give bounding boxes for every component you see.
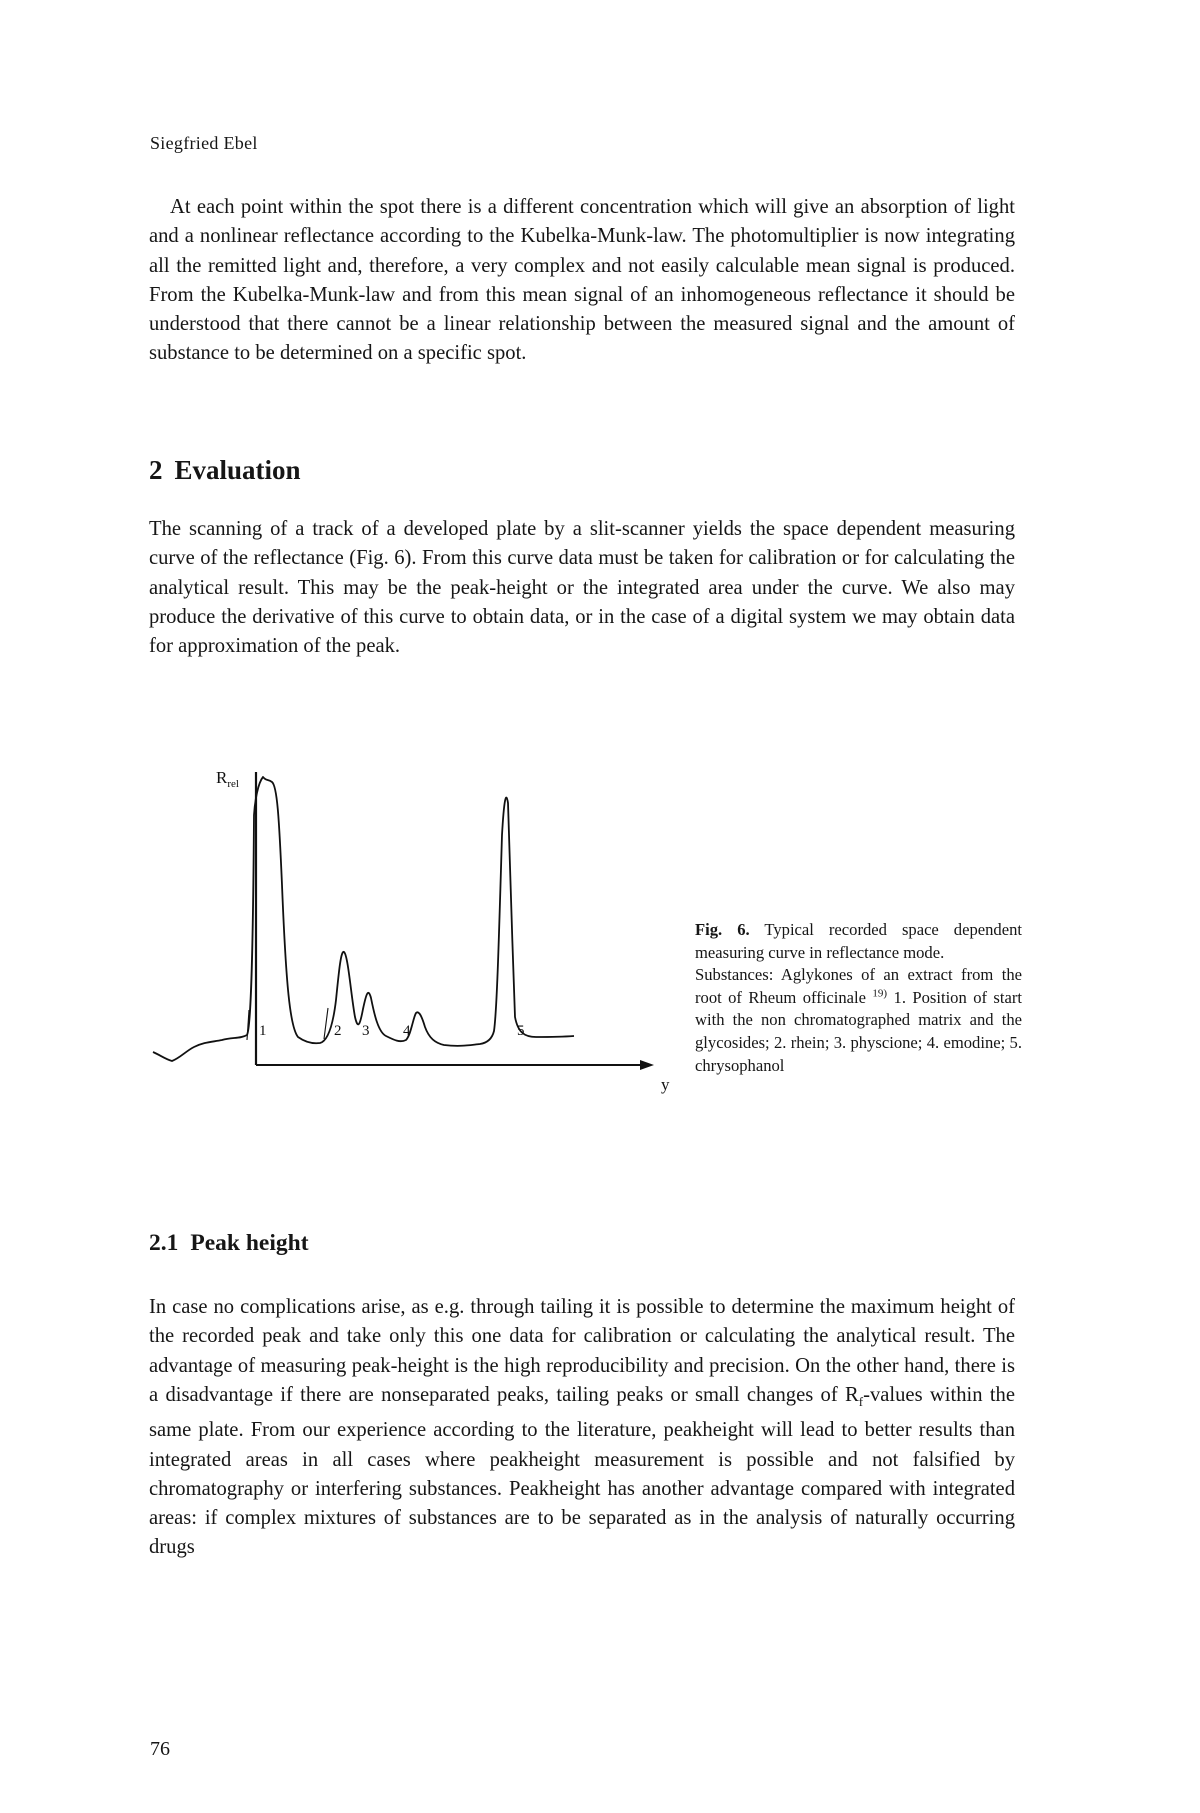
evaluation-paragraph: The scanning of a track of a developed plate by a slit-scanner yields the space dependent measuring curve of the reflectance (Fig. 6). From this curve data must be taken for calibration or for calculating the analytical result. This may be the peak-height or the integrated area under the curve. We also may produce the derivative of this curve to obtain data, or in the case of a digital system we may obtain data for approximation of the peak. (149, 518, 1015, 658)
caption-figure-label: Fig. 6. (695, 920, 750, 939)
peak-height-text-1: In case no complications arise, as e.g. through tailing it is possible to determine the maximum height of the recorded peak and take only this one data for calibration or calculating the analytical result. The advantage of measuring peak-height is the high reproducibility and precision. On the other hand, there is a disadvantage if there are nonseparated peaks, tailing peaks or small changes of R (149, 1296, 1015, 1406)
peak-height-text-2: -values within the same plate. From our experience according to the literature, peakheight will lead to better results than integrated areas in all cases where peakheight measurement is possible and not falsified by chromatography or interfering substances. Peakheight has another advantage compared with integrated areas: if complex mixtures of substances are to be separated as in the analysis of naturally occurring drugs (149, 1383, 1015, 1559)
running-head: Siegfried Ebel (150, 133, 258, 153)
subsection-number: 2.1 (149, 1230, 179, 1256)
caption-title: Typical recorded space dependent measuring curve in reflectance mode. (695, 920, 1022, 962)
intro-paragraph: At each point within the spot there is a different concentration which will give an absorption of light and a nonlinear reflectance according to the Kubelka-Munk-law. The photomultiplier is now integrating all the remitted light and, therefore, a very complex and not easily calculable mean signal is produced. From the Kubelka-Munk-law and from this mean signal of an inhomogeneous reflectance it should be understood that there cannot be a linear relationship between the measured signal and the amount of substance to be determined on a specific spot. (149, 196, 1015, 365)
figure-caption (695, 919, 1022, 1077)
measuring-curve (153, 777, 574, 1061)
caption-items: 1. Position of start with the non chromatographed matrix and the glycosides; 2. rhein; 3. physcione; 4. emodine; 5. chrysophanol (695, 987, 1022, 1075)
section-heading-evaluation (149, 455, 301, 486)
reflectance-curve-plot (150, 755, 670, 1100)
peak-label-4: 4 (403, 1023, 411, 1039)
page-number: 76 (150, 1738, 170, 1760)
y-axis-label: $R_{rel}$ (216, 768, 239, 790)
peak-label-1: 1 (259, 1023, 267, 1039)
section-title: Evaluation (174, 455, 301, 485)
figure-6 (150, 755, 670, 1100)
x-axis-arrow (640, 1060, 654, 1070)
caption-substances: Substances: Aglykones of an extract from the root of Rheum officinale (695, 965, 1022, 1007)
section-heading-peak-height (149, 1230, 309, 1257)
section-number: 2 (149, 455, 163, 485)
x-axis-label: y (661, 1075, 670, 1094)
caption-substances-line (695, 964, 1022, 1077)
rf-subscript: f (858, 1394, 864, 1409)
peak-label-3: 3 (362, 1023, 370, 1039)
caption-title-line (695, 919, 1022, 964)
peak-label-5: 5 (517, 1023, 525, 1039)
peak-label-2: 2 (334, 1023, 342, 1039)
subsection-title: Peak height (190, 1230, 309, 1256)
caption-reference: 19) (872, 987, 888, 1000)
peak-height-paragraph (149, 1293, 1015, 1563)
